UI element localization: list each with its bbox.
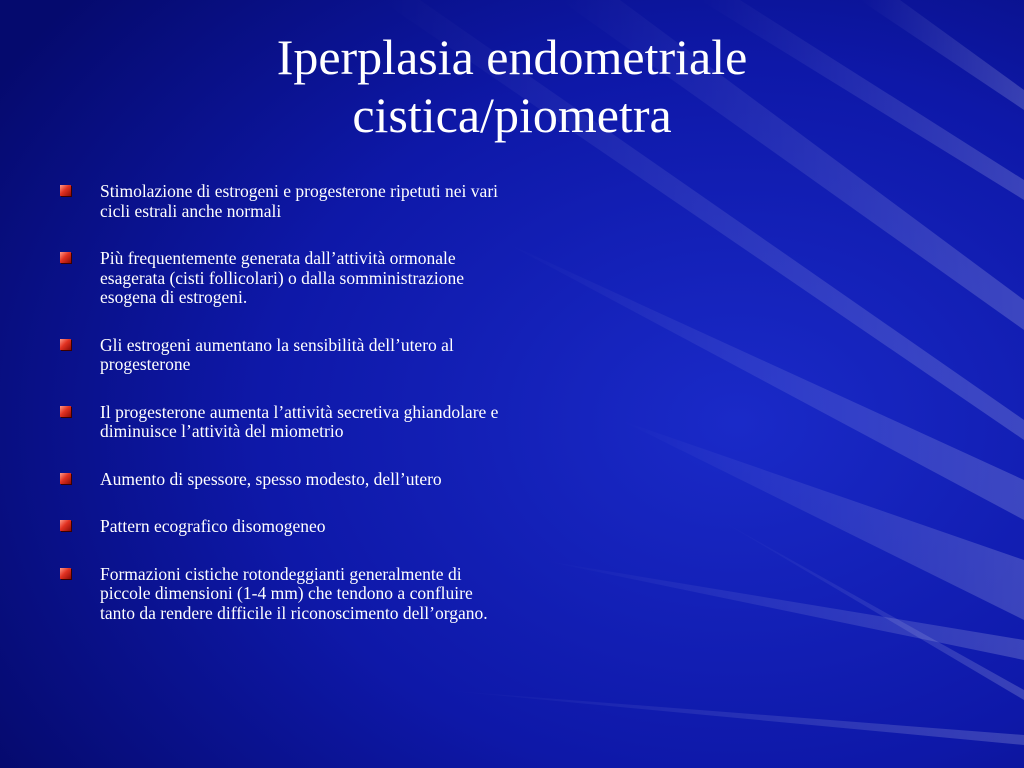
bullet-square-icon	[60, 252, 71, 263]
slide-title-line-2: cistica/piometra	[352, 87, 672, 143]
bullet-item	[60, 182, 500, 221]
bullet-text: Formazioni cistiche rotondeggianti generalmente di piccole dimensioni (1-4 mm) che tendono a confluire tanto da rendere difficile il riconoscimento dell’organo.	[100, 563, 488, 623]
bullet-square-icon	[60, 406, 71, 417]
bullet-item	[60, 470, 500, 490]
bullet-item	[60, 517, 500, 537]
bullet-item	[60, 249, 500, 308]
bullet-square-icon	[60, 568, 71, 579]
bullet-text: Gli estrogeni aumentano la sensibilità dell’utero al progesterone	[100, 334, 454, 374]
bullet-text: Aumento di spessore, spesso modesto, dell’utero	[100, 468, 442, 489]
bullet-square-icon	[60, 473, 71, 484]
bullet-item	[60, 336, 500, 375]
bullet-item	[60, 403, 500, 442]
bullet-text: Il progesterone aumenta l’attività secretiva ghiandolare e diminuisce l’attività del miometrio	[100, 401, 499, 441]
bullet-text: Stimolazione di estrogeni e progesterone ripetuti nei vari cicli estrali anche normali	[100, 181, 499, 221]
bullet-item	[60, 565, 500, 624]
bullet-square-icon	[60, 520, 71, 531]
bullet-text: Pattern ecografico disomogeneo	[100, 516, 326, 536]
slide-title	[0, 28, 1024, 144]
bullet-text: Più frequentemente generata dall’attività ormonale esagerata (cisti follicolari) o dalla somministrazione esogena di estrogeni.	[100, 248, 464, 307]
bullet-list	[60, 182, 500, 651]
bullet-square-icon	[60, 185, 71, 196]
bullet-square-icon	[60, 339, 71, 350]
slide-title-line-1: Iperplasia endometriale	[276, 29, 748, 85]
